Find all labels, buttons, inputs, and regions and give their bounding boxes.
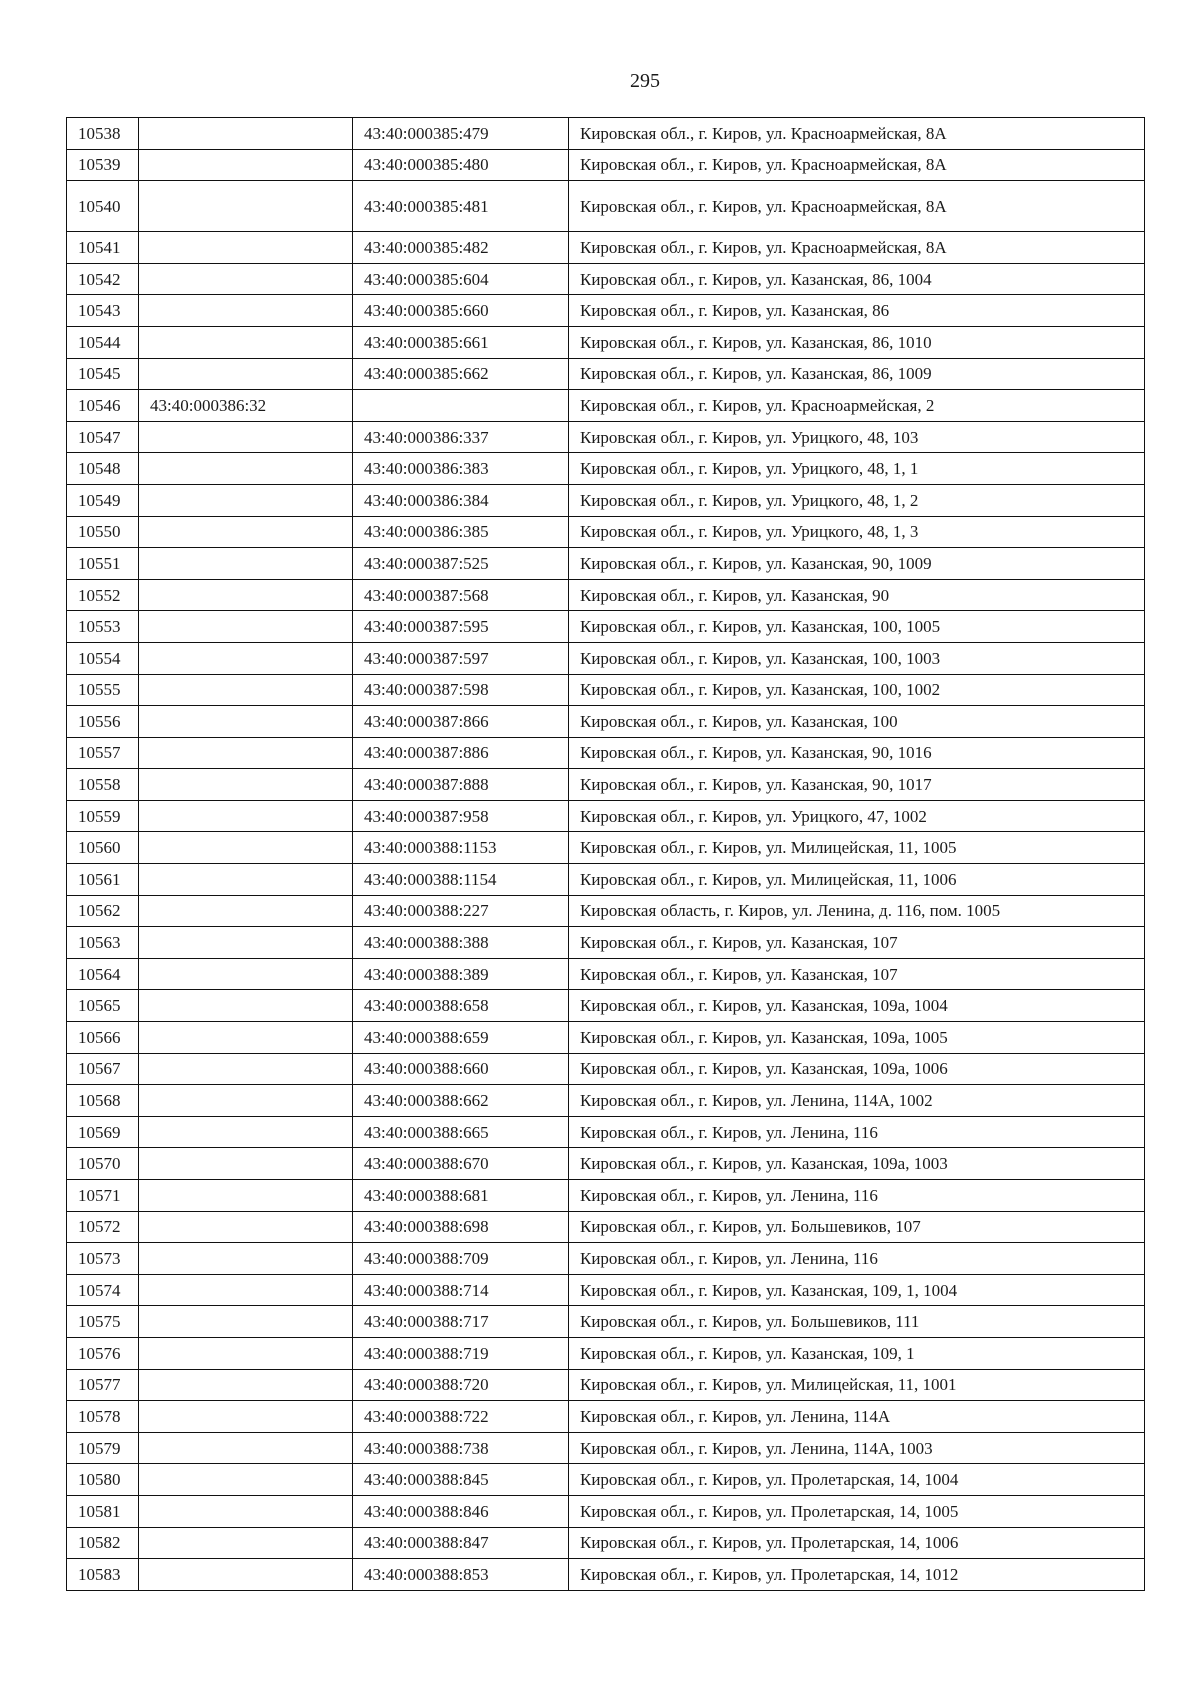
row-number-cell: 10583: [67, 1559, 139, 1591]
table-row: [67, 1559, 1145, 1591]
object-cadastral-number-cell: 43:40:000388:847: [353, 1527, 569, 1559]
land-cadastral-number-cell: [139, 326, 353, 358]
land-cadastral-number-cell: [139, 832, 353, 864]
object-cadastral-number-cell: 43:40:000387:598: [353, 674, 569, 706]
land-cadastral-number-cell: [139, 706, 353, 738]
object-cadastral-number-cell: 43:40:000388:698: [353, 1211, 569, 1243]
address-cell: Кировская обл., г. Киров, ул. Пролетарская, 14, 1004: [569, 1464, 1145, 1496]
land-cadastral-number-cell: [139, 1116, 353, 1148]
table-row: [67, 1148, 1145, 1180]
row-number-cell: 10576: [67, 1337, 139, 1369]
object-cadastral-number-cell: 43:40:000388:738: [353, 1432, 569, 1464]
row-number-cell: 10564: [67, 958, 139, 990]
table-row: [67, 149, 1145, 181]
row-number-cell: 10579: [67, 1432, 139, 1464]
row-number-cell: 10573: [67, 1243, 139, 1275]
table-row: [67, 864, 1145, 896]
land-cadastral-number-cell: [139, 1495, 353, 1527]
land-cadastral-number-cell: [139, 769, 353, 801]
object-cadastral-number-cell: 43:40:000388:681: [353, 1180, 569, 1212]
land-cadastral-number-cell: [139, 1401, 353, 1433]
row-number-cell: 10580: [67, 1464, 139, 1496]
row-number-cell: 10575: [67, 1306, 139, 1338]
row-number-cell: 10557: [67, 737, 139, 769]
object-cadastral-number-cell: 43:40:000385:479: [353, 118, 569, 150]
object-cadastral-number-cell: 43:40:000386:383: [353, 453, 569, 485]
address-cell: Кировская обл., г. Киров, ул. Казанская, 109а, 1004: [569, 990, 1145, 1022]
table-row: [67, 1243, 1145, 1275]
land-cadastral-number-cell: [139, 1337, 353, 1369]
land-cadastral-number-cell: 43:40:000386:32: [139, 390, 353, 422]
object-cadastral-number-cell: 43:40:000388:227: [353, 895, 569, 927]
object-cadastral-number-cell: 43:40:000388:717: [353, 1306, 569, 1338]
table-row: [67, 706, 1145, 738]
row-number-cell: 10551: [67, 548, 139, 580]
land-cadastral-number-cell: [139, 516, 353, 548]
row-number-cell: 10558: [67, 769, 139, 801]
land-cadastral-number-cell: [139, 642, 353, 674]
address-cell: Кировская обл., г. Киров, ул. Казанская, 86: [569, 295, 1145, 327]
object-cadastral-number-cell: 43:40:000388:388: [353, 927, 569, 959]
land-cadastral-number-cell: [139, 1559, 353, 1591]
table-row: [67, 579, 1145, 611]
object-cadastral-number-cell: 43:40:000385:480: [353, 149, 569, 181]
row-number-cell: 10544: [67, 326, 139, 358]
row-number-cell: 10556: [67, 706, 139, 738]
table-row: [67, 990, 1145, 1022]
object-cadastral-number-cell: 43:40:000387:886: [353, 737, 569, 769]
table-row: [67, 263, 1145, 295]
land-cadastral-number-cell: [139, 358, 353, 390]
address-cell: Кировская обл., г. Киров, ул. Урицкого, 48, 1, 2: [569, 484, 1145, 516]
land-cadastral-number-cell: [139, 1148, 353, 1180]
address-cell: Кировская обл., г. Киров, ул. Красноармейская, 8А: [569, 232, 1145, 264]
row-number-cell: 10570: [67, 1148, 139, 1180]
table-row: [67, 421, 1145, 453]
row-number-cell: 10574: [67, 1274, 139, 1306]
object-cadastral-number-cell: 43:40:000387:888: [353, 769, 569, 801]
land-cadastral-number-cell: [139, 800, 353, 832]
address-cell: Кировская обл., г. Киров, ул. Пролетарская, 14, 1006: [569, 1527, 1145, 1559]
land-cadastral-number-cell: [139, 1464, 353, 1496]
object-cadastral-number-cell: 43:40:000388:662: [353, 1085, 569, 1117]
row-number-cell: 10554: [67, 642, 139, 674]
address-cell: Кировская обл., г. Киров, ул. Ленина, 114А, 1002: [569, 1085, 1145, 1117]
object-cadastral-number-cell: 43:40:000386:385: [353, 516, 569, 548]
address-cell: Кировская обл., г. Киров, ул. Ленина, 114А: [569, 1401, 1145, 1433]
address-cell: Кировская обл., г. Киров, ул. Ленина, 116: [569, 1180, 1145, 1212]
address-cell: Кировская обл., г. Киров, ул. Ленина, 114А, 1003: [569, 1432, 1145, 1464]
table-row: [67, 958, 1145, 990]
object-cadastral-number-cell: 43:40:000388:389: [353, 958, 569, 990]
table-row: [67, 800, 1145, 832]
address-cell: Кировская обл., г. Киров, ул. Красноармейская, 2: [569, 390, 1145, 422]
land-cadastral-number-cell: [139, 118, 353, 150]
land-cadastral-number-cell: [139, 990, 353, 1022]
row-number-cell: 10545: [67, 358, 139, 390]
row-number-cell: 10577: [67, 1369, 139, 1401]
table-row: [67, 737, 1145, 769]
row-number-cell: 10561: [67, 864, 139, 896]
land-cadastral-number-cell: [139, 453, 353, 485]
object-cadastral-number-cell: 43:40:000388:659: [353, 1022, 569, 1054]
row-number-cell: 10566: [67, 1022, 139, 1054]
row-number-cell: 10560: [67, 832, 139, 864]
table-row: [67, 611, 1145, 643]
land-cadastral-number-cell: [139, 263, 353, 295]
address-cell: Кировская обл., г. Киров, ул. Казанская, 90: [569, 579, 1145, 611]
object-cadastral-number-cell: 43:40:000387:597: [353, 642, 569, 674]
table-row: [67, 832, 1145, 864]
object-cadastral-number-cell: 43:40:000387:958: [353, 800, 569, 832]
object-cadastral-number-cell: 43:40:000386:384: [353, 484, 569, 516]
land-cadastral-number-cell: [139, 181, 353, 232]
row-number-cell: 10565: [67, 990, 139, 1022]
object-cadastral-number-cell: 43:40:000388:1154: [353, 864, 569, 896]
address-cell: Кировская область, г. Киров, ул. Ленина, д. 116, пом. 1005: [569, 895, 1145, 927]
address-cell: Кировская обл., г. Киров, ул. Красноармейская, 8А: [569, 118, 1145, 150]
row-number-cell: 10547: [67, 421, 139, 453]
address-cell: Кировская обл., г. Киров, ул. Казанская, 100, 1005: [569, 611, 1145, 643]
land-cadastral-number-cell: [139, 737, 353, 769]
object-cadastral-number-cell: 43:40:000385:482: [353, 232, 569, 264]
object-cadastral-number-cell: [353, 390, 569, 422]
row-number-cell: 10540: [67, 181, 139, 232]
registry-table-body: [67, 118, 1145, 1591]
table-row: [67, 118, 1145, 150]
object-cadastral-number-cell: 43:40:000388:714: [353, 1274, 569, 1306]
row-number-cell: 10567: [67, 1053, 139, 1085]
object-cadastral-number-cell: 43:40:000388:660: [353, 1053, 569, 1085]
row-number-cell: 10559: [67, 800, 139, 832]
table-row: [67, 1180, 1145, 1212]
object-cadastral-number-cell: 43:40:000385:660: [353, 295, 569, 327]
address-cell: Кировская обл., г. Киров, ул. Казанская, 107: [569, 927, 1145, 959]
table-row: [67, 895, 1145, 927]
address-cell: Кировская обл., г. Киров, ул. Ленина, 116: [569, 1243, 1145, 1275]
object-cadastral-number-cell: 43:40:000388:719: [353, 1337, 569, 1369]
table-row: [67, 927, 1145, 959]
table-row: [67, 769, 1145, 801]
land-cadastral-number-cell: [139, 895, 353, 927]
table-row: [67, 326, 1145, 358]
land-cadastral-number-cell: [139, 1274, 353, 1306]
land-cadastral-number-cell: [139, 864, 353, 896]
row-number-cell: 10569: [67, 1116, 139, 1148]
row-number-cell: 10562: [67, 895, 139, 927]
address-cell: Кировская обл., г. Киров, ул. Казанская, 90, 1017: [569, 769, 1145, 801]
object-cadastral-number-cell: 43:40:000387:525: [353, 548, 569, 580]
row-number-cell: 10555: [67, 674, 139, 706]
address-cell: Кировская обл., г. Киров, ул. Казанская, 90, 1016: [569, 737, 1145, 769]
object-cadastral-number-cell: 43:40:000388:846: [353, 1495, 569, 1527]
land-cadastral-number-cell: [139, 927, 353, 959]
address-cell: Кировская обл., г. Киров, ул. Казанская, 86, 1010: [569, 326, 1145, 358]
address-cell: Кировская обл., г. Киров, ул. Большевиков, 111: [569, 1306, 1145, 1338]
address-cell: Кировская обл., г. Киров, ул. Урицкого, 48, 1, 3: [569, 516, 1145, 548]
object-cadastral-number-cell: 43:40:000385:662: [353, 358, 569, 390]
row-number-cell: 10549: [67, 484, 139, 516]
row-number-cell: 10578: [67, 1401, 139, 1433]
table-row: [67, 1369, 1145, 1401]
address-cell: Кировская обл., г. Киров, ул. Казанская, 109, 1, 1004: [569, 1274, 1145, 1306]
address-cell: Кировская обл., г. Киров, ул. Казанская, 86, 1004: [569, 263, 1145, 295]
object-cadastral-number-cell: 43:40:000387:595: [353, 611, 569, 643]
row-number-cell: 10546: [67, 390, 139, 422]
table-row: [67, 232, 1145, 264]
row-number-cell: 10541: [67, 232, 139, 264]
table-row: [67, 1022, 1145, 1054]
address-cell: Кировская обл., г. Киров, ул. Урицкого, 48, 1, 1: [569, 453, 1145, 485]
address-cell: Кировская обл., г. Киров, ул. Казанская, 109а, 1005: [569, 1022, 1145, 1054]
row-number-cell: 10572: [67, 1211, 139, 1243]
land-cadastral-number-cell: [139, 149, 353, 181]
row-number-cell: 10538: [67, 118, 139, 150]
table-row: [67, 1401, 1145, 1433]
row-number-cell: 10550: [67, 516, 139, 548]
land-cadastral-number-cell: [139, 1306, 353, 1338]
table-row: [67, 548, 1145, 580]
address-cell: Кировская обл., г. Киров, ул. Красноармейская, 8А: [569, 181, 1145, 232]
address-cell: Кировская обл., г. Киров, ул. Казанская, 107: [569, 958, 1145, 990]
table-row: [67, 1306, 1145, 1338]
address-cell: Кировская обл., г. Киров, ул. Казанская, 109а, 1006: [569, 1053, 1145, 1085]
table-row: [67, 295, 1145, 327]
land-cadastral-number-cell: [139, 1432, 353, 1464]
table-row: [67, 1211, 1145, 1243]
object-cadastral-number-cell: 43:40:000388:670: [353, 1148, 569, 1180]
object-cadastral-number-cell: 43:40:000388:853: [353, 1559, 569, 1591]
land-cadastral-number-cell: [139, 611, 353, 643]
address-cell: Кировская обл., г. Киров, ул. Казанская, 100, 1002: [569, 674, 1145, 706]
table-row: [67, 674, 1145, 706]
address-cell: Кировская обл., г. Киров, ул. Милицейская, 11, 1006: [569, 864, 1145, 896]
land-cadastral-number-cell: [139, 1022, 353, 1054]
address-cell: Кировская обл., г. Киров, ул. Казанская, 100: [569, 706, 1145, 738]
table-row: [67, 1527, 1145, 1559]
land-cadastral-number-cell: [139, 548, 353, 580]
table-row: [67, 181, 1145, 232]
table-row: [67, 1495, 1145, 1527]
object-cadastral-number-cell: 43:40:000388:665: [353, 1116, 569, 1148]
row-number-cell: 10543: [67, 295, 139, 327]
table-row: [67, 453, 1145, 485]
row-number-cell: 10568: [67, 1085, 139, 1117]
address-cell: Кировская обл., г. Киров, ул. Казанская, 109, 1: [569, 1337, 1145, 1369]
row-number-cell: 10552: [67, 579, 139, 611]
address-cell: Кировская обл., г. Киров, ул. Пролетарская, 14, 1012: [569, 1559, 1145, 1591]
object-cadastral-number-cell: 43:40:000388:722: [353, 1401, 569, 1433]
object-cadastral-number-cell: 43:40:000388:720: [353, 1369, 569, 1401]
row-number-cell: 10582: [67, 1527, 139, 1559]
address-cell: Кировская обл., г. Киров, ул. Казанская, 86, 1009: [569, 358, 1145, 390]
object-cadastral-number-cell: 43:40:000387:568: [353, 579, 569, 611]
land-cadastral-number-cell: [139, 579, 353, 611]
address-cell: Кировская обл., г. Киров, ул. Красноармейская, 8А: [569, 149, 1145, 181]
land-cadastral-number-cell: [139, 1085, 353, 1117]
land-cadastral-number-cell: [139, 674, 353, 706]
address-cell: Кировская обл., г. Киров, ул. Урицкого, 47, 1002: [569, 800, 1145, 832]
table-row: [67, 642, 1145, 674]
land-cadastral-number-cell: [139, 1243, 353, 1275]
table-row: [67, 1053, 1145, 1085]
address-cell: Кировская обл., г. Киров, ул. Казанская, 90, 1009: [569, 548, 1145, 580]
object-cadastral-number-cell: 43:40:000385:481: [353, 181, 569, 232]
address-cell: Кировская обл., г. Киров, ул. Пролетарская, 14, 1005: [569, 1495, 1145, 1527]
table-row: [67, 516, 1145, 548]
object-cadastral-number-cell: 43:40:000387:866: [353, 706, 569, 738]
address-cell: Кировская обл., г. Киров, ул. Казанская, 100, 1003: [569, 642, 1145, 674]
table-row: [67, 1432, 1145, 1464]
land-cadastral-number-cell: [139, 1211, 353, 1243]
object-cadastral-number-cell: 43:40:000388:658: [353, 990, 569, 1022]
land-cadastral-number-cell: [139, 421, 353, 453]
address-cell: Кировская обл., г. Киров, ул. Большевиков, 107: [569, 1211, 1145, 1243]
table-row: [67, 484, 1145, 516]
land-cadastral-number-cell: [139, 232, 353, 264]
row-number-cell: 10539: [67, 149, 139, 181]
object-cadastral-number-cell: 43:40:000388:845: [353, 1464, 569, 1496]
land-cadastral-number-cell: [139, 1527, 353, 1559]
table-row: [67, 390, 1145, 422]
object-cadastral-number-cell: 43:40:000385:661: [353, 326, 569, 358]
land-cadastral-number-cell: [139, 484, 353, 516]
table-row: [67, 1337, 1145, 1369]
registry-table: [66, 117, 1145, 1591]
address-cell: Кировская обл., г. Киров, ул. Ленина, 116: [569, 1116, 1145, 1148]
table-row: [67, 1116, 1145, 1148]
table-row: [67, 1085, 1145, 1117]
address-cell: Кировская обл., г. Киров, ул. Милицейская, 11, 1001: [569, 1369, 1145, 1401]
row-number-cell: 10548: [67, 453, 139, 485]
land-cadastral-number-cell: [139, 958, 353, 990]
object-cadastral-number-cell: 43:40:000386:337: [353, 421, 569, 453]
address-cell: Кировская обл., г. Киров, ул. Урицкого, 48, 103: [569, 421, 1145, 453]
row-number-cell: 10581: [67, 1495, 139, 1527]
land-cadastral-number-cell: [139, 1053, 353, 1085]
row-number-cell: 10563: [67, 927, 139, 959]
land-cadastral-number-cell: [139, 295, 353, 327]
table-row: [67, 1464, 1145, 1496]
land-cadastral-number-cell: [139, 1369, 353, 1401]
object-cadastral-number-cell: 43:40:000388:709: [353, 1243, 569, 1275]
object-cadastral-number-cell: 43:40:000388:1153: [353, 832, 569, 864]
table-row: [67, 1274, 1145, 1306]
row-number-cell: 10553: [67, 611, 139, 643]
land-cadastral-number-cell: [139, 1180, 353, 1212]
table-row: [67, 358, 1145, 390]
object-cadastral-number-cell: 43:40:000385:604: [353, 263, 569, 295]
row-number-cell: 10571: [67, 1180, 139, 1212]
page-number: 295: [630, 70, 660, 92]
row-number-cell: 10542: [67, 263, 139, 295]
address-cell: Кировская обл., г. Киров, ул. Казанская, 109а, 1003: [569, 1148, 1145, 1180]
address-cell: Кировская обл., г. Киров, ул. Милицейская, 11, 1005: [569, 832, 1145, 864]
